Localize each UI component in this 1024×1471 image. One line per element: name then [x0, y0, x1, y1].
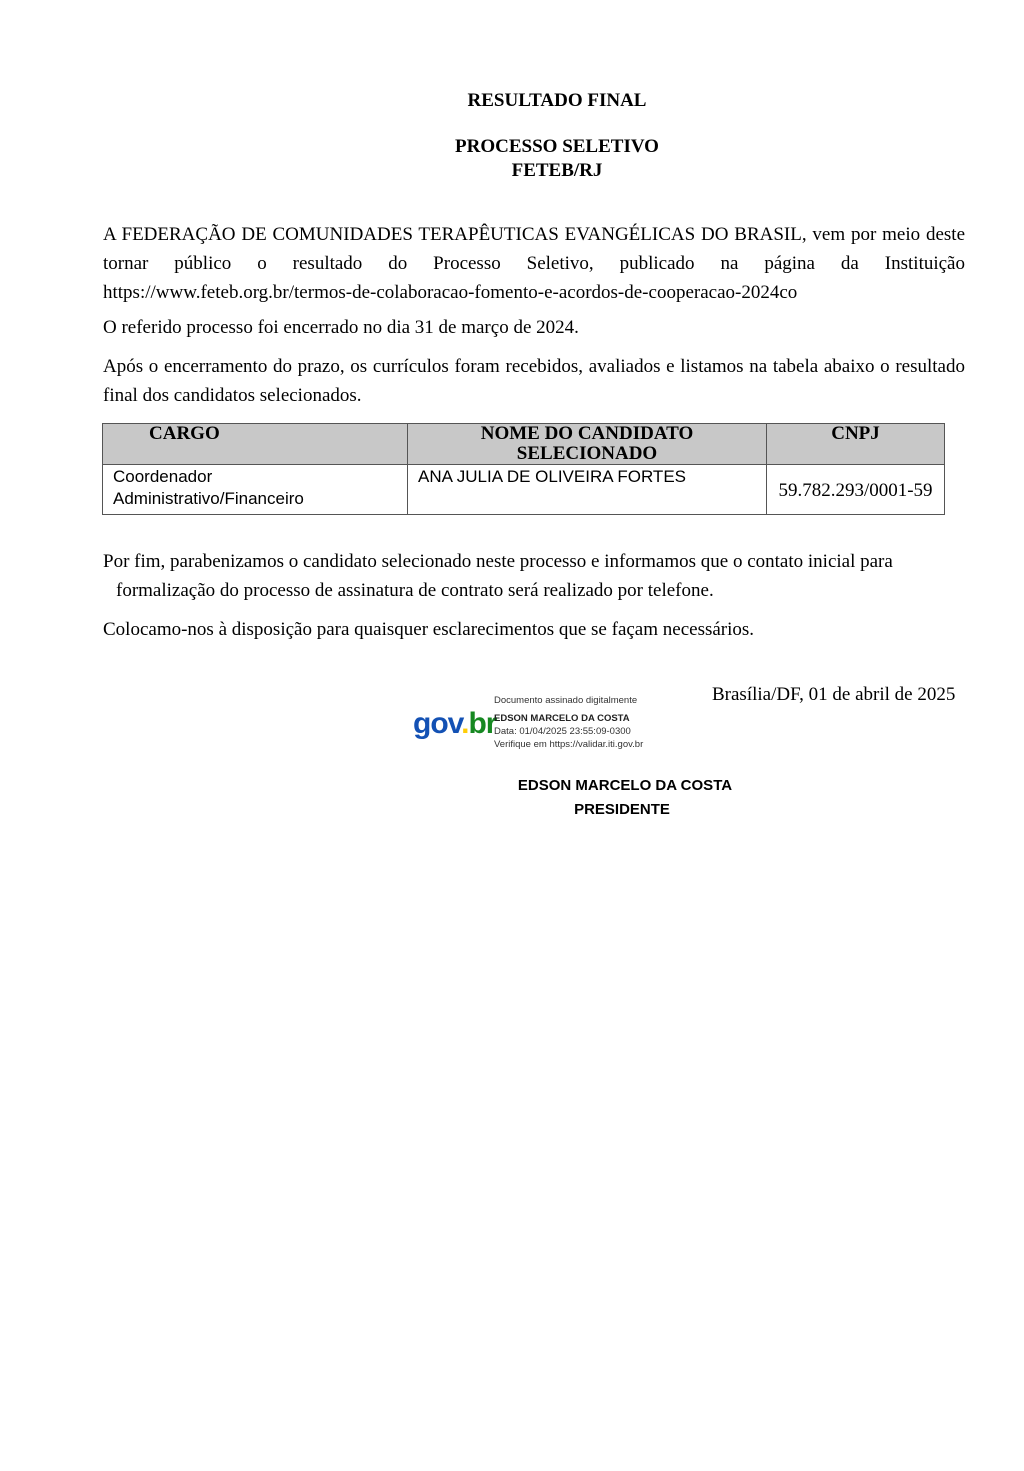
gov-br-logo [413, 706, 496, 742]
intro-paragraph: A FEDERAÇÃO DE COMUNIDADES TERAPÊUTICAS EVANGÉLICAS DO BRASIL, vem por meio deste tornar público o resultado do Processo Seletivo, publicado na página da Instituição https://www.feteb.org.br/termos-de-colaboracao-fomento-e-acordos-de-cooperacao-2024co [103, 224, 965, 303]
table-header-row [103, 424, 945, 465]
cell-cargo-line1: Coordenador [113, 467, 213, 486]
gov-br-logo-dot: . [461, 707, 469, 740]
column-header-nome-line1: NOME DO CANDIDATO [480, 423, 694, 444]
cell-cargo [103, 465, 408, 515]
cell-cargo-line2: Administrativo/Financeiro [113, 489, 304, 508]
stamp-verify: Verifique em https://validar.iti.gov.br [494, 739, 644, 750]
document-title: RESULTADO FINAL [467, 90, 647, 111]
gov-br-logo-br: br [468, 707, 497, 740]
place-date: Brasília/DF, 01 de abril de 2025 [712, 684, 956, 705]
availability-paragraph: Colocamo-nos à disposição para quaisquer esclarecimentos que se façam necessários. [103, 619, 755, 640]
column-header-nome [408, 424, 767, 465]
closing-date-paragraph: O referido processo foi encerrado no dia 31 de março de 2024. [103, 317, 579, 338]
stamp-signer-name: EDSON MARCELO DA COSTA [494, 713, 630, 724]
stamp-heading: Documento assinado digitalmente [494, 695, 638, 706]
gov-br-logo-gov: gov [413, 707, 462, 740]
results-table [102, 423, 945, 515]
signer-name: EDSON MARCELO DA COSTA [517, 777, 733, 794]
congrats-line-1: Por fim, parabenizamos o candidato selecionado neste processo e informamos que o contato inicial para [103, 551, 893, 572]
cell-nome: ANA JULIA DE OLIVEIRA FORTES [408, 465, 767, 515]
signer-role: PRESIDENTE [574, 801, 670, 818]
result-intro-paragraph: Após o encerramento do prazo, os currículos foram recebidos, avaliados e listamos na tabela abaixo o resultado final dos candidatos selecionados. [103, 356, 965, 406]
column-header-cargo: CARGO [103, 424, 408, 465]
column-header-nome-line2: SELECIONADO [516, 443, 658, 464]
congrats-line-2: formalização do processo de assinatura de contrato será realizado por telefone. [116, 580, 714, 601]
cell-cnpj: 59.782.293/0001-59 [767, 465, 945, 515]
document-organization: FETEB/RJ [511, 160, 603, 181]
document-subtitle: PROCESSO SELETIVO [455, 136, 659, 157]
stamp-date: Data: 01/04/2025 23:55:09-0300 [494, 726, 631, 737]
table-row [103, 465, 945, 515]
column-header-cnpj: CNPJ [767, 424, 945, 465]
